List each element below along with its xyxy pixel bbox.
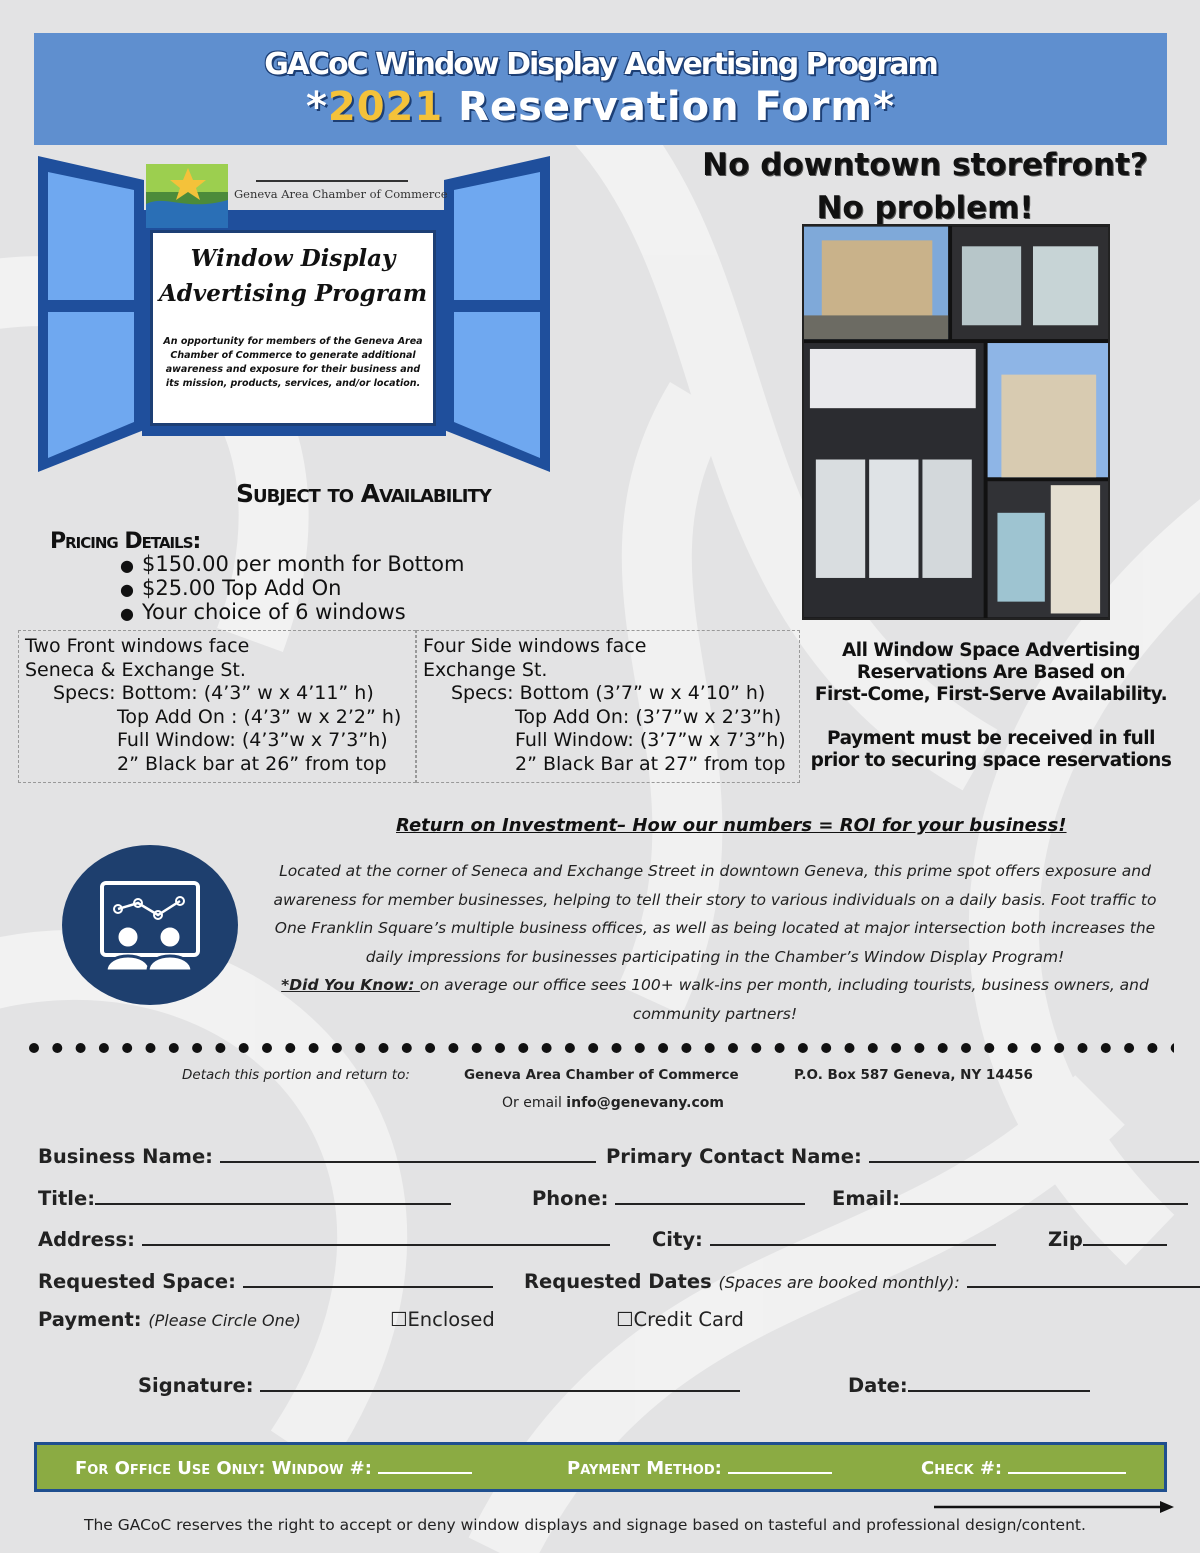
zip-label: Zip	[1048, 1228, 1083, 1251]
phone-input-line[interactable]	[615, 1187, 805, 1205]
window-sign	[150, 230, 436, 426]
detach-dot	[1008, 1043, 1018, 1053]
sign-title-line2: Advertising Program	[158, 280, 428, 307]
footer-disclaimer: The GACoC reserves the right to accept or deny window displays and signage based on tasteful and professional design/content.	[84, 1516, 1086, 1534]
office-check-line	[1008, 1458, 1126, 1474]
detach-dot	[542, 1043, 552, 1053]
spec-line: Exchange St.	[423, 658, 548, 681]
office-window-field	[75, 1458, 472, 1479]
detach-dot	[425, 1043, 435, 1053]
detach-dot	[1078, 1043, 1088, 1053]
pricing-item: ● $150.00 per month for Bottom	[120, 553, 464, 577]
form-title	[34, 84, 1167, 130]
storefront-photo-collage	[802, 224, 1110, 620]
detach-dot	[984, 1043, 994, 1053]
detach-dot	[845, 1043, 855, 1053]
title-input-line[interactable]	[95, 1187, 451, 1205]
detach-dot	[309, 1043, 319, 1053]
roi-heading: Return on Investment– How our numbers = ROI for your business!	[396, 815, 1067, 836]
sign-title-line1: Window Display	[190, 245, 396, 272]
title-field[interactable]	[38, 1187, 451, 1210]
detach-dot	[1147, 1043, 1157, 1053]
business-name-input-line[interactable]	[220, 1145, 596, 1163]
payment-enclosed-checkbox[interactable]: ☐Enclosed	[390, 1308, 495, 1331]
office-check-field	[921, 1458, 1126, 1479]
policy-line: Reservations Are Based on	[856, 662, 1126, 683]
spec-line: Four Side windows face	[423, 635, 647, 657]
spec-line: 2” Black bar at 26” from top	[117, 752, 387, 775]
primary-contact-label: Primary Contact Name:	[606, 1145, 862, 1168]
requested-space-input-line[interactable]	[243, 1270, 493, 1288]
signature-input-line[interactable]	[260, 1374, 740, 1392]
detach-dot	[169, 1043, 179, 1053]
email-address: info@genevany.com	[566, 1095, 724, 1111]
requested-dates-field[interactable]	[524, 1270, 1200, 1293]
logo-org-name: Geneva Area Chamber of Commerce	[234, 187, 448, 201]
detach-dot	[448, 1043, 458, 1053]
program-title: GACoC Window Display Advertising Program	[264, 47, 937, 82]
office-use-bar	[34, 1442, 1167, 1492]
detach-dot	[239, 1043, 249, 1053]
detach-dotted-line	[24, 1038, 1174, 1058]
front-windows-specs	[18, 630, 416, 783]
detach-dot	[914, 1043, 924, 1053]
pricing-list	[120, 553, 464, 625]
detach-dot	[285, 1043, 295, 1053]
form-year: 2021	[327, 84, 444, 130]
detach-dot	[961, 1043, 971, 1053]
detach-dot	[938, 1043, 948, 1053]
signature-field[interactable]	[138, 1374, 740, 1397]
detach-dot	[1031, 1043, 1041, 1053]
detach-dot	[728, 1043, 738, 1053]
office-payment-label: Payment Method:	[567, 1458, 722, 1479]
policy-line: prior to securing space reservations	[810, 750, 1172, 771]
tagline	[660, 144, 1190, 230]
detach-dot	[52, 1043, 62, 1053]
date-input-line[interactable]	[908, 1374, 1090, 1392]
payment-label: Payment:	[38, 1308, 142, 1331]
signature-label: Signature:	[138, 1374, 254, 1397]
detach-dot	[99, 1043, 109, 1053]
email-label: Email:	[832, 1187, 900, 1210]
pricing-item: ● Your choice of 6 windows	[120, 601, 464, 625]
reservation-policy	[806, 640, 1176, 772]
requested-dates-label: Requested Dates	[524, 1270, 712, 1293]
office-payment-line	[728, 1458, 832, 1474]
spec-line: Two Front windows face	[25, 635, 250, 657]
email-line	[502, 1095, 724, 1111]
detach-dot	[891, 1043, 901, 1053]
roi-text: Located at the corner of Seneca and Exchange Street in downtown Geneva, this prime spot offers exposure and awareness for member businesses, helping to tell their story to various individuals on a daily basis. Foot traffic to One Franklin Square’s multiple business offices, as well as being located at major intersection both increases the daily impressions for businesses participating in the Chamber’s Window Display Program!	[273, 862, 1157, 966]
requested-space-label: Requested Space:	[38, 1270, 236, 1293]
detach-dot	[1124, 1043, 1134, 1053]
date-field[interactable]	[848, 1374, 1090, 1397]
policy-gap	[806, 706, 1176, 728]
detach-dot	[122, 1043, 132, 1053]
zip-field[interactable]	[1048, 1228, 1167, 1251]
spec-line: Full Window: (4’3”w x 7’3”h)	[117, 729, 388, 751]
primary-contact-input-line[interactable]	[869, 1145, 1199, 1163]
detach-dot	[1054, 1043, 1064, 1053]
tagline-line2: No problem!	[816, 190, 1034, 226]
chamber-logo-icon	[146, 164, 228, 228]
detach-dot	[1171, 1043, 1174, 1053]
city-field[interactable]	[652, 1228, 996, 1251]
detach-dot	[658, 1043, 668, 1053]
address-label: Address:	[38, 1228, 135, 1251]
spec-line: Top Add On: (3’7”w x 2’3”h)	[515, 705, 782, 728]
subject-to-availability: Subject to Availability	[236, 479, 491, 508]
form-title-text: Reservation Form*	[443, 84, 896, 130]
spec-line: Specs: Bottom: (4’3” w x 4’11” h)	[53, 682, 374, 704]
presentation-icon	[62, 845, 238, 1005]
payment-note: (Please Circle One)	[148, 1311, 301, 1330]
phone-label: Phone:	[532, 1187, 609, 1210]
payment-option-enclosed[interactable]	[390, 1308, 495, 1331]
office-check-label: Check #:	[921, 1458, 1003, 1479]
business-name-field[interactable]	[38, 1145, 596, 1168]
office-window-line	[378, 1458, 472, 1474]
detach-dot	[355, 1043, 365, 1053]
pricing-heading: Pricing Details:	[50, 529, 201, 554]
address-field[interactable]	[38, 1228, 610, 1251]
detach-dot	[1101, 1043, 1111, 1053]
arrow-right-icon	[934, 1500, 1174, 1514]
detach-dot	[518, 1043, 528, 1053]
primary-contact-field[interactable]	[606, 1145, 1199, 1168]
detach-dot	[29, 1043, 39, 1053]
office-window-label: For Office Use Only: Window #:	[75, 1458, 372, 1479]
detach-dot	[146, 1043, 156, 1053]
business-name-label: Business Name:	[38, 1145, 213, 1168]
header-banner	[34, 33, 1167, 145]
spec-line: Specs: Bottom (3’7” w x 4’10” h)	[451, 682, 766, 704]
detach-dot	[705, 1043, 715, 1053]
detach-dot	[76, 1043, 86, 1053]
detach-dot	[751, 1043, 761, 1053]
detach-dot	[635, 1043, 645, 1053]
did-you-know-text: on average our office sees 100+ walk-ins per month, including tourists, business owners, and community partners!	[419, 976, 1149, 1023]
spec-line: 2” Black Bar at 27” from top	[515, 752, 786, 775]
city-input-line[interactable]	[710, 1228, 996, 1246]
requested-dates-input-line[interactable]	[967, 1270, 1200, 1288]
policy-line: First-Come, First-Serve Availability.	[814, 684, 1168, 705]
payment-credit-card-checkbox[interactable]: ☐Credit Card	[616, 1308, 744, 1331]
detach-dot	[565, 1043, 575, 1053]
email-prefix: Or email	[502, 1095, 567, 1111]
detach-address: P.O. Box 587 Geneva, NY 14456	[794, 1067, 1033, 1083]
logo-divider-line	[256, 180, 408, 182]
phone-field[interactable]	[532, 1187, 805, 1210]
requested-space-field[interactable]	[38, 1270, 493, 1293]
detach-dot	[495, 1043, 505, 1053]
spec-line: Top Add On : (4’3” w x 2’2” h)	[117, 705, 402, 728]
detach-dot	[612, 1043, 622, 1053]
side-windows-specs	[416, 630, 800, 783]
did-you-know-label: *Did You Know:	[281, 976, 420, 994]
spec-line: Seneca & Exchange St.	[25, 658, 246, 681]
detach-dot	[192, 1043, 202, 1053]
email-input-line[interactable]	[900, 1187, 1188, 1205]
policy-line: All Window Space Advertising	[841, 640, 1141, 661]
detach-dot	[402, 1043, 412, 1053]
detach-dot	[379, 1043, 389, 1053]
detach-label: Detach this portion and return to:	[182, 1067, 410, 1083]
city-label: City:	[652, 1228, 703, 1251]
address-input-line[interactable]	[142, 1228, 610, 1246]
sign-description: An opportunity for members of the Geneva Area Chamber of Commerce to generate additional awareness and exposure for their business and its mission, products, services, and/or location.	[163, 336, 423, 389]
form-title-star: *	[305, 84, 328, 130]
detach-dot	[262, 1043, 272, 1053]
detach-dot	[215, 1043, 225, 1053]
requested-dates-note: (Spaces are booked monthly):	[718, 1273, 960, 1292]
payment-option-credit-card[interactable]	[616, 1308, 744, 1331]
detach-org: Geneva Area Chamber of Commerce	[464, 1067, 739, 1083]
detach-dot	[868, 1043, 878, 1053]
spec-line: Full Window: (3’7”w x 7’3”h)	[515, 729, 786, 751]
policy-line: Payment must be received in full	[827, 728, 1155, 749]
office-payment-field	[567, 1458, 832, 1479]
email-field[interactable]	[832, 1187, 1188, 1210]
date-label: Date:	[848, 1374, 908, 1397]
detach-dot	[681, 1043, 691, 1053]
pricing-item: ● $25.00 Top Add On	[120, 577, 464, 601]
detach-dot	[472, 1043, 482, 1053]
zip-input-line[interactable]	[1083, 1228, 1167, 1246]
title-label: Title:	[38, 1187, 96, 1210]
detach-dot	[798, 1043, 808, 1053]
detach-dot	[775, 1043, 785, 1053]
detach-dot	[332, 1043, 342, 1053]
payment-field	[38, 1308, 301, 1331]
detach-dot	[821, 1043, 831, 1053]
roi-body	[262, 857, 1168, 1028]
tagline-line1: No downtown storefront?	[702, 147, 1148, 183]
detach-dot	[588, 1043, 598, 1053]
